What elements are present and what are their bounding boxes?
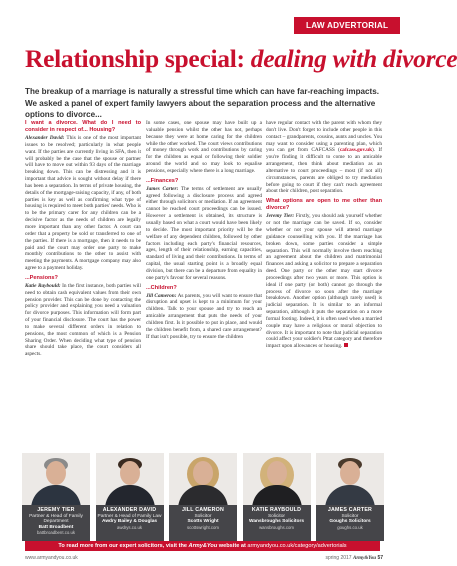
panel-role: Solicitor (267, 513, 286, 519)
panel-website-link[interactable]: awdrys.co.uk (116, 524, 143, 530)
panel-name: JEREMY TIER (37, 507, 75, 513)
banner-url-link[interactable]: armyandyou.co.uk/category/advertorials (247, 543, 347, 549)
answer-text: ). If you're finding it difficult to come to an amicable arrangement, then think about mediation as an alternative to court proceedings – most (if not all) circumstances, parents are obliged to try mediation before going to court if they can't reach agreement about their children, post separation. (266, 147, 382, 195)
panel-name: KATIE RAYBOULD (251, 507, 302, 513)
question-pensions: ...Pensions? (25, 274, 58, 281)
answer-text: Firstly, you should ask yourself whether or not the marriage can be saved. If so, consider whether or not your spouse will attend marriage guidance counselling with you. If the marriage has broken down, some parties consider a simple separation. This will normally involve them reaching an agreement about the children and matrimonial finances and asking a solicitor to prepare a separation deed. One party or the other may start divorce proceedings after two years or more. This option is ideal if one party (or both) cannot go through the process of divorce so soon after the marriage breakdown. Another option (although rarely used) is judicial separation. It is similar to an informal separation, although it puts the separation on a more formal footing. Indeed, it is often used when a married couple may have a religious or moral objection to divorce. It is important to note that judicial separation could affect your soldier's Pttat category and therefore impact upon allowances or housing. (266, 213, 382, 350)
panel-firm: Wansbroughs Solicitors (249, 519, 304, 525)
speaker-name: Alexander David: (25, 135, 65, 141)
banner-magazine: Army&You (188, 543, 218, 549)
footer-magazine: Army&You (352, 556, 377, 561)
portrait-jeremy-tier (22, 453, 90, 505)
answer-pensions (25, 283, 141, 358)
answer-text: The terms of settlement are usually agreed following a disclosure process and agreed either through solicitors or mediation. If an agreement cannot be reached court proceedings can be issued. However a settlement is obtained, its structure is usually based on what a court would have been likely to decide. The most important priority will be the welfare of any dependent children, followed by other factors including each party's financial resources, ages, length of their relationship, earning capacities, standard of living and their contributions. In terms of capital, the usual starting point is a broadly equal division, but there can be a departure from equality in one party's favour for several reasons. (146, 185, 262, 281)
panel-role: Partner & Head of Family Department (29, 513, 83, 525)
children-continued (266, 120, 382, 195)
question-housing: I want a divorce. What do I need to consider in respect of... Housing? (25, 120, 141, 133)
pensions-continued: In some cases, one spouse may have built up a valuable pension whilst the other has not, perhaps because they were at home caring for the children while the other worked. The court views contributions of money through work and contributions by caring for the children as equal or following their soldier around the world and so may look to equalise pensions, especially where there is a long marriage. (146, 120, 262, 174)
answer-alternatives (266, 213, 382, 350)
panel-firm: Scotts Wright (187, 519, 219, 525)
speaker-name: Katie Raybould: (25, 282, 61, 289)
banner-mid: website at (217, 543, 248, 549)
panel-card (96, 505, 164, 541)
panel-name: ALEXANDER DAVID (102, 507, 157, 513)
speaker-name: James Carter: (146, 185, 179, 192)
panel-portraits (22, 453, 384, 505)
article-column-3 (266, 120, 382, 450)
footer-website-link[interactable]: www.armyandyou.co.uk (25, 555, 78, 561)
answer-housing (25, 135, 141, 272)
section-badge: LAW ADVERTORIAL (294, 17, 400, 34)
panel-website-link[interactable]: wansbroughs.com (259, 524, 294, 530)
panel-card (316, 505, 384, 541)
portrait-james-carter (316, 453, 384, 505)
panel-website-link[interactable]: scottswright.com (187, 524, 219, 530)
footer-issue-info (325, 555, 383, 561)
panel-name: JAMES CARTER (327, 507, 373, 513)
question-finances: ...Finances? (146, 177, 179, 184)
speaker-name: Jill Cameron: (146, 292, 177, 299)
article-title (25, 44, 457, 74)
answer-text: As parents, you will want to ensure that disruption and upset is kept to a minimum for your children. Talk to your spouse and try to reach an amicable arrangement that puts the needs of your children first. Is it possible to put in place, and would the children benefit from, a shared care arrangement? If that isn't possible, try to ensure the children (146, 292, 262, 340)
answer-text: This is one of the most important issues to be resolved; particularly in what people want. If the parties are currently living in SFA, then it will probably be the case that the spouse or partner will have to move out within 93 days of the marriage breaking down. This can be distressing and it is important that advice is sought without delay if there has been a separation. In terms of private housing, the details of the mortgage-raising capacity, if any, of both parties is key as well as confirming what type of housing is required to meet both parties' needs. Who is to be the primary carer for any children can be a decisive factor as the needs of children are legally more important than any other factor. A court can order that a property be sold or transferred to one of the parties. If there is a mortgage, then it needs to be paid and the court may order one party to make monthly contributions to the other to assist with meeting the payments. A mortgage company may also agree to a payment holiday. (25, 135, 141, 272)
standfirst: The breakup of a marriage is naturally a stressful time which can have far-reaching impacts. We asked a panel of expert family lawyers about the separation process and the alternative options to divorce... (25, 87, 379, 119)
end-mark-icon (344, 343, 348, 347)
portrait-alexander-david (96, 453, 164, 505)
answer-finances (146, 186, 262, 282)
answer-text: have regular contact with the parent with whom they don't live. Don't forget to include other people in this contact – grandparents, cousins, aunts and uncles. You may want to consider using a parenting plan, which you can get from CAFCASS ( (266, 120, 382, 154)
question-children: ...Children? (146, 284, 177, 291)
title-italic: dealing with divorce (250, 44, 457, 73)
portrait-katie-raybould (243, 453, 311, 505)
panel-card (22, 505, 90, 541)
speaker-name: Jeremy Tier: (266, 213, 295, 220)
panel-firm: Goughs Solicitors (329, 519, 371, 525)
banner-prefix: To read more from our expert solicitors, visit the (58, 543, 189, 549)
answer-children (146, 293, 262, 341)
read-more-banner (25, 541, 380, 551)
panel-website-link[interactable]: battbroadbent.co.uk (37, 530, 75, 536)
panel-role: Partner & Head of Family Law (97, 513, 162, 519)
panel-card (169, 505, 237, 541)
page-number: 57 (377, 555, 383, 561)
article-column-1 (25, 120, 141, 450)
panel-card (243, 505, 311, 541)
panel-role: Solicitor (194, 513, 212, 519)
panel-cards (22, 505, 384, 541)
panel-name: JILL CAMERON (181, 507, 225, 513)
panel-firm: Awdry Bailey & Douglas (101, 519, 158, 525)
portrait-jill-cameron (169, 453, 237, 505)
article-column-2 (146, 120, 262, 450)
cafcass-link[interactable]: cafcass.gov.uk (339, 147, 373, 154)
title-plain: Relationship special: (25, 44, 251, 73)
panel-website-link[interactable]: goughs.co.uk (337, 524, 363, 530)
footer-issue: spring 2017 (325, 555, 352, 561)
answer-text: In the first instance, both parties will need to obtain cash equivalent values from their own pension provider. This can be done by contacting the policy provider and explaining you need a valuation for divorce purposes. This information will form part of your financial disclosure. The court has the power to make several different orders in relation to pensions, the most common of which is a Pension Sharing Order. When deciding what type of pension share should take place, the court considers all aspects. (25, 282, 141, 358)
panel-firm: Batt Broadbent (38, 524, 74, 530)
question-alternatives: What options are open to me other than divorce? (266, 198, 382, 212)
panel-role: Solicitor (341, 513, 359, 519)
